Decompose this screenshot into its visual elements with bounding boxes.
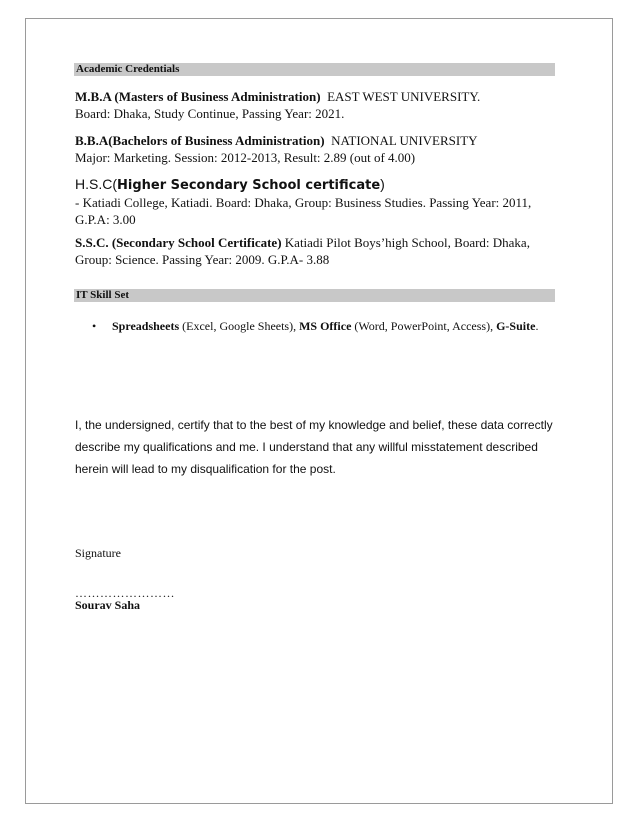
ssc-degree: S.S.C. (Secondary School Certificate) xyxy=(75,235,282,250)
bba-details: Major: Marketing. Session: 2012-2013, Result: 2.89 (out of 4.00) xyxy=(75,150,416,165)
skill-spreadsheets: Spreadsheets xyxy=(112,319,180,333)
hsc-prefix: H.S.C( xyxy=(75,176,117,192)
signature-name: Sourav Saha xyxy=(75,598,141,612)
it-skills-heading: IT Skill Set xyxy=(74,289,555,302)
mba-entry xyxy=(75,88,555,122)
skill-spreadsheets-detail: (Excel, Google Sheets), xyxy=(182,319,297,333)
signature-label: Signature xyxy=(75,546,121,560)
hsc-suffix: ) xyxy=(380,176,385,192)
hsc-entry xyxy=(75,176,555,228)
skill-end: . xyxy=(535,319,539,333)
signature-dots: …………………… xyxy=(75,586,175,600)
mba-institution: EAST WEST UNIVERSITY. xyxy=(327,89,481,104)
it-skill-item xyxy=(92,318,562,334)
hsc-degree: Higher Secondary School certificate xyxy=(117,178,381,193)
academic-heading: Academic Credentials xyxy=(74,63,555,76)
ssc-entry xyxy=(75,234,555,268)
skill-gsuite: G-Suite xyxy=(496,319,536,333)
skill-msoffice: MS Office xyxy=(299,319,352,333)
mba-degree: M.B.A (Masters of Business Administration) xyxy=(75,89,321,104)
hsc-details-line2: G.P.A: 3.00 xyxy=(75,212,136,227)
hsc-details-line1: - Katiadi College, Katiadi. Board: Dhaka, Group: Business Studies. Passing Year: 2011, xyxy=(75,195,532,210)
bba-entry xyxy=(75,132,555,166)
mba-details: Board: Dhaka, Study Continue, Passing Year: 2021. xyxy=(75,106,345,121)
bba-institution: NATIONAL UNIVERSITY xyxy=(331,133,478,148)
hsc-title xyxy=(75,176,385,192)
skill-msoffice-detail: (Word, PowerPoint, Access), xyxy=(354,319,494,333)
bba-degree: B.B.A(Bachelors of Business Administration) xyxy=(75,133,325,148)
ssc-details: Katiadi Pilot Boys’high School, Board: Dhaka, Group: Science. Passing Year: 2009. G.P.A- 3.88 xyxy=(75,235,530,267)
declaration-text: I, the undersigned, certify that to the best of my knowledge and belief, these data correctly describe my qualifications and me. I understand that any willful misstatement described herein will lead to my disqualification for the post. xyxy=(75,418,553,476)
bullet-icon: • xyxy=(92,319,97,333)
